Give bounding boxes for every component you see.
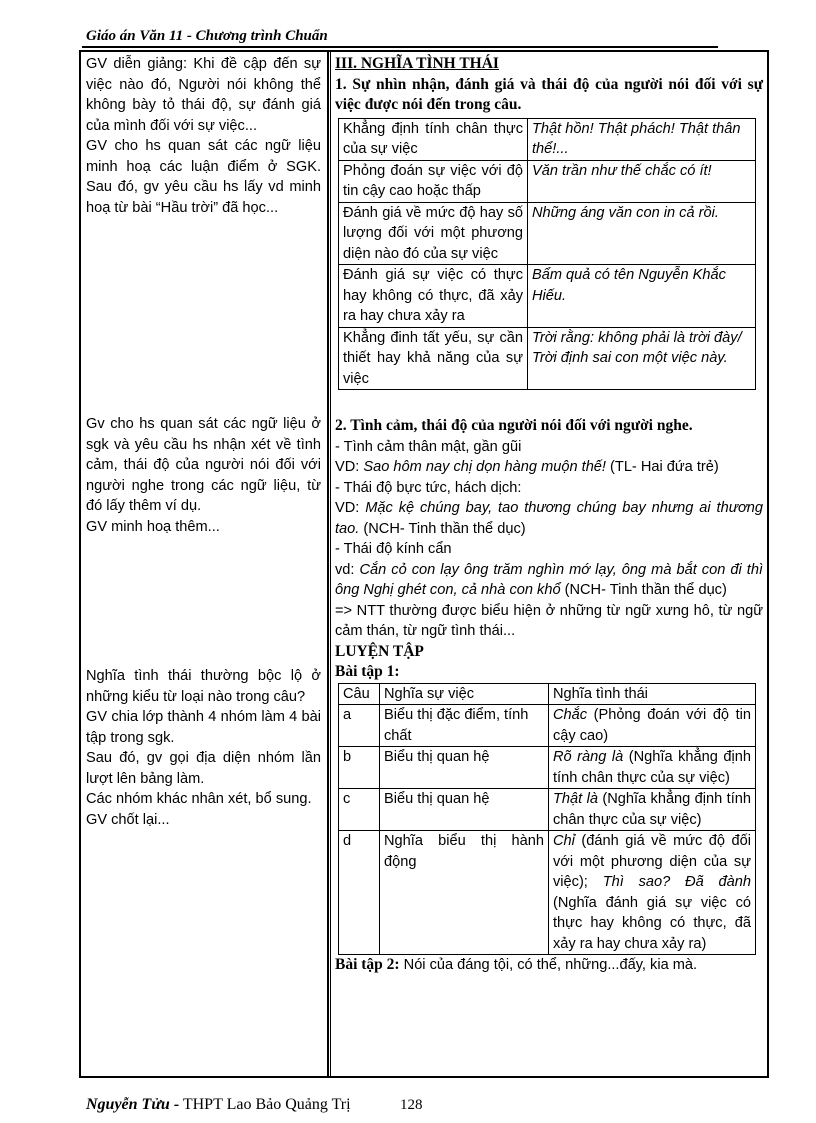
table-row <box>339 747 756 789</box>
header-rule <box>82 46 718 48</box>
left-block-2 <box>86 414 321 537</box>
table-row <box>339 327 756 390</box>
table-cell: Biểu thị quan hệ <box>380 789 549 831</box>
right-block-2 <box>335 416 763 976</box>
table-row <box>339 831 756 955</box>
author-name: Nguyễn Tửu - <box>86 1096 180 1113</box>
table-cell: Bẩm quả có tên Nguyễn Khắc Hiếu. <box>528 265 756 328</box>
table-header-row <box>339 683 756 705</box>
table-cell <box>549 831 756 955</box>
example-line <box>335 560 763 601</box>
example-prefix: VD: <box>335 500 366 516</box>
example-quote: Sao hôm nay chị dọn hàng muộn thế! <box>363 459 606 475</box>
teacher-note: Nghĩa tình thái thường bộc lộ ở những kiểu từ loại nào trong câu? <box>86 668 321 705</box>
modal-explanation: (Nghĩa khẳng định tính chân thực của sự việc) <box>553 791 751 828</box>
table-cell: Trời rằng: không phải là trời đày/ Trời định sai con một việc này. <box>528 327 756 390</box>
modal-explanation: (Nghĩa khẳng định tính chân thực của sự việc) <box>553 749 751 786</box>
column-divider <box>327 50 329 1078</box>
table-row <box>339 705 756 747</box>
table-cell: a <box>339 705 380 747</box>
body-line: - Thái độ bực tức, hách dịch: <box>335 479 522 496</box>
table-header-cell: Nghĩa sự việc <box>380 683 549 705</box>
modality-table <box>338 118 756 391</box>
table-cell: c <box>339 789 380 831</box>
example-source: (NCH- Tinh thần thể dục) <box>359 520 526 537</box>
table-cell: Đánh giá về mức độ hay số lượng đối với một phương diện nào đó của sự việc <box>339 202 528 265</box>
table-header-cell: Câu <box>339 683 380 705</box>
page-header: Giáo án Văn 11 - Chương trình Chuẩn <box>86 28 328 44</box>
table-cell: Thật hồn! Thật phách! Thật thân thể!... <box>528 118 756 160</box>
modal-word: Chắc <box>553 707 588 723</box>
table-cell: Phỏng đoán sự việc với độ tin cậy cao hoặc thấp <box>339 160 528 202</box>
table-cell: Đánh giá sự việc có thực hay không có thực, đã xảy ra hay chưa xảy ra <box>339 265 528 328</box>
teacher-note: GV diễn giảng: Khi đề cập đến sự việc nào đó, Người nói không thể không bày tỏ thái độ, sự đánh giá của mình đối với sự việc... <box>86 56 321 134</box>
table-cell: Biểu thị quan hệ <box>380 747 549 789</box>
exercise-2-title: Bài tập 2: <box>335 956 400 973</box>
table-cell: Văn trần như thế chắc có ít! <box>528 160 756 202</box>
table-cell <box>549 789 756 831</box>
teacher-note: GV minh hoạ thêm... <box>86 518 220 535</box>
exercise-2-line <box>335 955 763 976</box>
table-cell: Những áng văn con in cả rồi. <box>528 202 756 265</box>
example-line <box>335 498 763 539</box>
example-source: (NCH- Tinh thần thể dục) <box>560 582 727 598</box>
exercise-1-title: Bài tập 1: <box>335 663 400 680</box>
conclusion-line: => NTT thường được biểu hiện ở những từ ngữ xưng hô, từ ngữ cảm thán, từ ngữ tình thái... <box>335 602 763 639</box>
subsection-1-title: 1. Sự nhìn nhận, đánh giá và thái độ của người nói đối với sự việc được nói đến trong câu. <box>335 75 763 113</box>
modal-word: Thật là <box>553 791 598 807</box>
example-quote: Cắn cỏ con lạy ông trăm nghìn mớ lạy, ông mà bắt con đi thì ông Nghị ghét con, cả nhà con khổ <box>335 561 763 598</box>
exercise-2-text: Nói của đáng tội, có thể, những...đấy, kia mà. <box>399 957 698 973</box>
table-row <box>339 160 756 202</box>
table-cell: Biểu thị đặc điểm, tính chất <box>380 705 549 747</box>
table-cell: d <box>339 831 380 955</box>
table-cell: b <box>339 747 380 789</box>
left-block-1 <box>86 54 321 218</box>
teacher-note: GV cho hs quan sát các ngữ liệu minh hoạ các luận điểm ở SGK. Sau đó, gv yêu cầu hs lấy vd minh hoạ từ bài “Hầu trời” đã học... <box>86 138 321 216</box>
teacher-note: Sau đó, gv gọi địa diện nhóm lần lượt lên bảng làm. <box>86 750 321 787</box>
example-line <box>335 457 763 478</box>
right-block-1 <box>335 54 763 390</box>
table-cell <box>549 747 756 789</box>
teacher-note: GV chốt lại... <box>86 811 170 828</box>
table-cell <box>549 705 756 747</box>
table-row <box>339 265 756 328</box>
example-source: (TL- Hai đứa trẻ) <box>605 459 719 475</box>
body-line: - Thái độ kính cẩn <box>335 541 452 557</box>
teacher-note: Các nhóm khác nhân xét, bổ sung. <box>86 791 312 807</box>
subsection-2-title: 2. Tình cảm, thái độ của người nói đối với người nghe. <box>335 417 693 434</box>
example-quote: Mặc kệ chúng bay, tao thương chúng bay nhưng ai thương tao. <box>335 500 763 537</box>
teacher-note: Gv cho hs quan sát các ngữ liệu ở sgk và yêu cầu hs nhận xét về tình cảm, thái độ của người nói đối với người nghe trong các ngữ liệu, từ đó lấy thêm ví dụ. <box>86 416 321 514</box>
table-cell: Nghĩa biểu thị hành động <box>380 831 549 955</box>
table-row <box>339 118 756 160</box>
modal-explanation: (Nghĩa đánh giá sự việc có thực hay không có thực, đã xảy ra hay chưa xảy ra) <box>553 894 751 952</box>
table-cell: Khẳng định tính chân thực của sự việc <box>339 118 528 160</box>
practice-title: LUYỆN TẬP <box>335 642 424 660</box>
page-number: 128 <box>400 1097 423 1113</box>
modal-word: Chỉ <box>553 833 575 849</box>
school-name: THPT Lao Bảo Quảng Trị <box>179 1096 351 1113</box>
table-header-cell: Nghĩa tình thái <box>549 683 756 705</box>
modal-word: Thì sao? Đã đành <box>602 874 751 890</box>
left-block-3 <box>86 666 321 830</box>
table-row <box>339 789 756 831</box>
column-divider-inner <box>330 50 331 1078</box>
modal-word: Rõ ràng là <box>553 749 624 765</box>
example-prefix: VD: <box>335 459 364 475</box>
exercise-table <box>338 683 756 956</box>
teacher-note: GV chia lớp thành 4 nhóm làm 4 bài tập trong sgk. <box>86 709 321 746</box>
body-line: - Tình cảm thân mật, gần gũi <box>335 438 522 455</box>
table-row <box>339 202 756 265</box>
footer <box>86 1096 351 1114</box>
modal-explanation: (đánh giá về mức độ đối với một phương diện của sự việc); <box>553 833 751 890</box>
example-prefix: vd: <box>335 561 360 578</box>
table-cell: Khẳng đinh tất yếu, sự cần thiết hay khả năng của sự việc <box>339 327 528 390</box>
modal-explanation: (Phỏng đoán với độ tin cậy cao) <box>553 707 751 744</box>
section-title: III. NGHĨA TÌNH THÁI <box>335 55 499 72</box>
